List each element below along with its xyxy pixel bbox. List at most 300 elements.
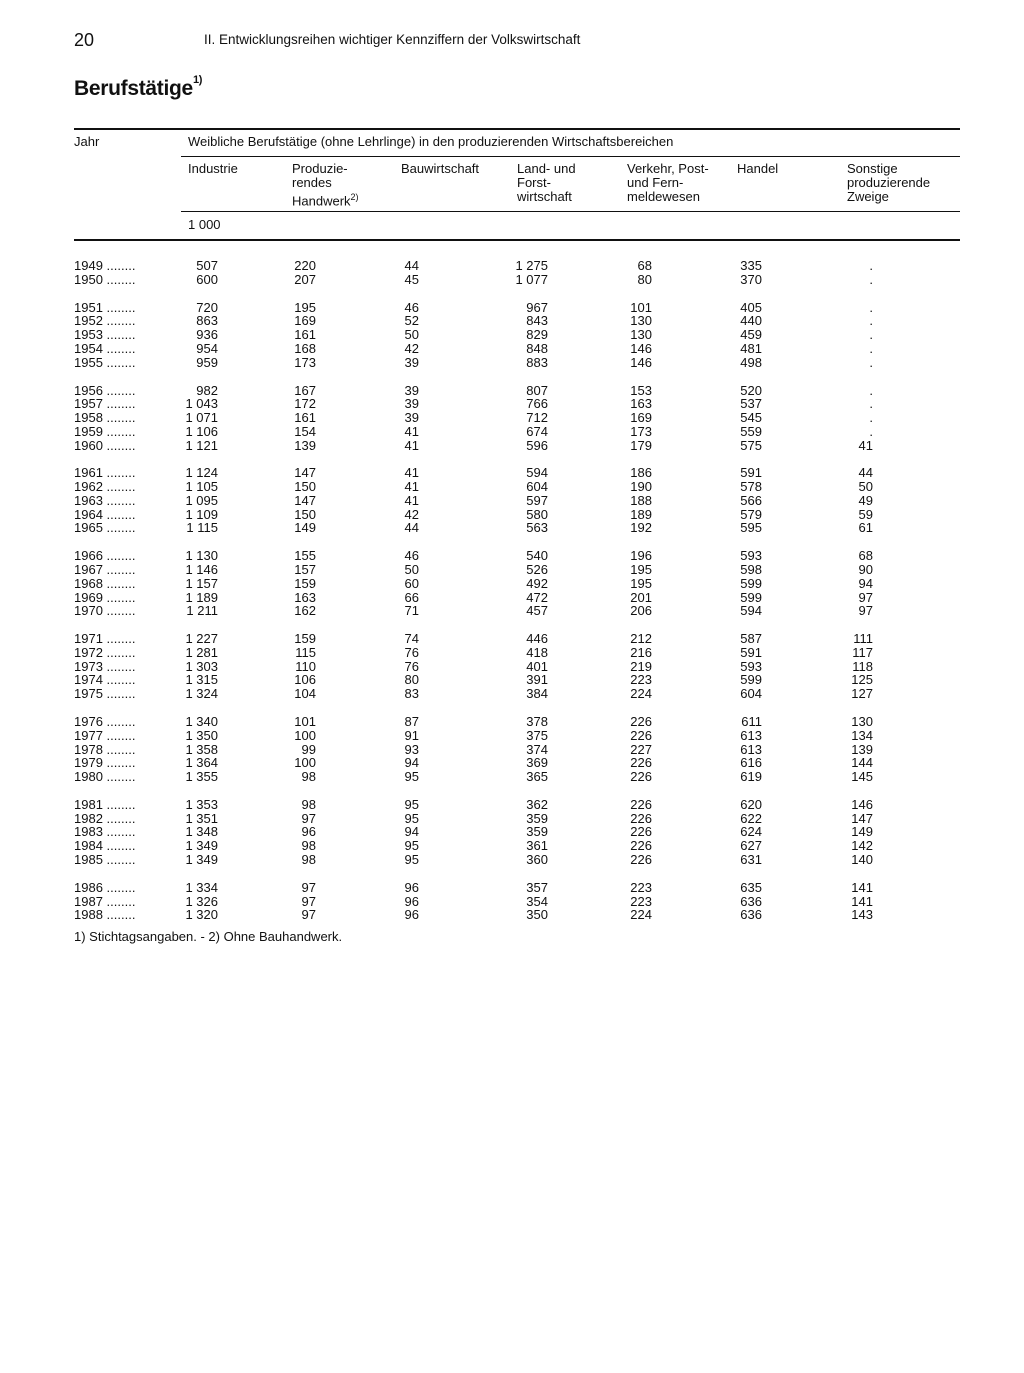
- table-cell: 192: [630, 520, 652, 536]
- table-cell: 143: [851, 907, 873, 923]
- year-label: 1975 ........: [74, 686, 136, 702]
- table-cell: 159: [294, 631, 316, 647]
- table-cell: 1 130: [185, 548, 218, 564]
- table-cell: 50: [404, 562, 419, 577]
- year-label: 1968 ........: [74, 575, 136, 591]
- year-label: 1970 ........: [74, 603, 136, 619]
- table-cell: 226: [630, 796, 652, 812]
- column-header: Verkehr, Post- und Fern- meldewesen: [627, 161, 709, 204]
- year-label: 1982 ........: [74, 810, 136, 826]
- table-cell: 1 349: [185, 838, 218, 854]
- table-cell: 375: [526, 727, 548, 743]
- table-cell: 401: [526, 658, 548, 674]
- table-cell: 130: [630, 313, 652, 329]
- table-cell: 369: [526, 755, 548, 771]
- year-label: 1973 ........: [74, 658, 136, 674]
- table-cell: 100: [294, 755, 316, 771]
- unit-label: 1 000: [188, 217, 221, 232]
- table-cell: 1 124: [185, 465, 218, 481]
- table-cell: 115: [295, 644, 316, 660]
- table-cell: 624: [740, 824, 762, 840]
- table-cell: 1 227: [185, 631, 218, 647]
- table-cell: 71: [404, 603, 419, 619]
- table-cell: 206: [630, 603, 652, 619]
- table-cell: 631: [740, 851, 762, 867]
- table-cell: 167: [294, 382, 316, 398]
- year-label: 1972 ........: [74, 644, 136, 660]
- table-cell: 1 146: [185, 562, 218, 577]
- table-cell: 1 071: [185, 410, 218, 425]
- year-label: 1987 ........: [74, 893, 136, 909]
- table-cell: 97: [301, 810, 316, 826]
- table-cell: 83: [404, 686, 419, 702]
- table-cell: 154: [294, 423, 316, 439]
- table-cell: 41: [404, 423, 419, 439]
- table-cell: 599: [740, 575, 762, 591]
- table-cell: 216: [630, 644, 652, 660]
- column-header: Bauwirtschaft: [401, 161, 480, 176]
- year-label: 1959 ........: [74, 423, 136, 439]
- column-header: Land- und Forst- wirtschaft: [517, 161, 576, 204]
- table-cell: .: [869, 423, 873, 439]
- table-cell: 96: [404, 879, 419, 895]
- table-cell: 378: [526, 714, 548, 730]
- table-cell: 99: [301, 741, 316, 757]
- table-cell: 954: [196, 340, 218, 356]
- table-cell: 97: [301, 879, 316, 895]
- table-cell: .: [869, 382, 873, 398]
- table-cell: 147: [294, 492, 316, 508]
- table-cell: 357: [526, 879, 548, 895]
- table-cell: 100: [294, 727, 316, 743]
- table-cell: 374: [526, 741, 548, 757]
- table-cell: 130: [851, 714, 873, 730]
- table-cell: 481: [740, 340, 762, 356]
- table-cell: 76: [404, 658, 419, 674]
- table-cell: 1 077: [515, 271, 548, 287]
- table-cell: 604: [740, 686, 762, 702]
- table-cell: 45: [404, 271, 419, 287]
- table-cell: 61: [858, 520, 873, 536]
- table-cell: 141: [851, 879, 873, 895]
- table-cell: 39: [404, 410, 419, 425]
- table-cell: 959: [196, 354, 218, 370]
- table-cell: 146: [630, 340, 652, 356]
- table-cell: 537: [740, 396, 762, 412]
- year-label: 1957 ........: [74, 396, 136, 412]
- table-cell: 360: [526, 851, 548, 867]
- table-cell: 74: [404, 631, 419, 647]
- table-cell: 1 189: [185, 589, 218, 605]
- table-cell: 766: [526, 396, 548, 412]
- table-cell: 145: [851, 768, 873, 784]
- year-label: 1977 ........: [74, 727, 136, 743]
- table-cell: 50: [858, 479, 873, 495]
- table-cell: 599: [740, 672, 762, 688]
- table-cell: 49: [858, 492, 873, 508]
- table-cell: 144: [851, 755, 873, 771]
- table-cell: 600: [196, 271, 218, 287]
- table-cell: .: [869, 271, 873, 287]
- table-cell: .: [869, 327, 873, 343]
- year-label: 1981 ........: [74, 796, 136, 812]
- table-cell: 1 326: [185, 893, 218, 909]
- table-cell: 219: [630, 658, 652, 674]
- title-footnote-marker: 1): [192, 74, 203, 86]
- table-cell: 59: [858, 506, 873, 522]
- table-cell: 591: [740, 644, 762, 660]
- table-cell: 223: [630, 672, 652, 688]
- table-cell: 95: [404, 810, 419, 826]
- year-label: 1985 ........: [74, 851, 136, 867]
- table-cell: 635: [740, 879, 762, 895]
- table-cell: 1 121: [185, 437, 218, 453]
- table-cell: .: [869, 354, 873, 370]
- table-cell: 195: [294, 299, 316, 315]
- year-label: 1949 ........: [74, 258, 136, 273]
- table-cell: 91: [404, 727, 419, 743]
- table-cell: 68: [858, 548, 873, 564]
- year-label: 1983 ........: [74, 824, 136, 840]
- table-cell: 52: [404, 313, 419, 329]
- year-label: 1962 ........: [74, 479, 136, 495]
- table-cell: 1 349: [185, 851, 218, 867]
- table-cell: 130: [630, 327, 652, 343]
- table-top-rule: [74, 128, 960, 130]
- table-cell: 155: [294, 548, 316, 564]
- table-cell: 98: [301, 838, 316, 854]
- table-cell: 223: [630, 879, 652, 895]
- table-cell: 843: [526, 313, 548, 329]
- table-cell: 226: [630, 714, 652, 730]
- year-label: 1974 ........: [74, 672, 136, 688]
- table-cell: 44: [858, 465, 873, 481]
- year-label: 1967 ........: [74, 562, 136, 577]
- table-cell: 1 109: [185, 506, 218, 522]
- table-cell: 101: [630, 299, 652, 315]
- table-cell: 41: [858, 437, 873, 453]
- table-cell: 1 355: [185, 768, 218, 784]
- table-cell: 498: [740, 354, 762, 370]
- table-cell: 472: [526, 589, 548, 605]
- table-cell: 540: [526, 548, 548, 564]
- group-header-rule: [181, 156, 960, 157]
- table-cell: 365: [526, 768, 548, 784]
- year-label: 1951 ........: [74, 299, 136, 315]
- year-label: 1954 ........: [74, 340, 136, 356]
- table-cell: 1 303: [185, 658, 218, 674]
- table-cell: 559: [740, 423, 762, 439]
- table-cell: 44: [404, 258, 419, 273]
- table-cell: .: [869, 313, 873, 329]
- table-cell: 96: [404, 893, 419, 909]
- table-cell: 50: [404, 327, 419, 343]
- table-cell: 1 353: [185, 796, 218, 812]
- table-cell: 359: [526, 810, 548, 826]
- table-cell: 41: [404, 437, 419, 453]
- table-cell: 579: [740, 506, 762, 522]
- table-cell: 1 115: [186, 520, 218, 536]
- table-cell: 66: [404, 589, 419, 605]
- table-cell: 446: [526, 631, 548, 647]
- table-cell: 1 211: [186, 603, 218, 619]
- table-cell: 98: [301, 851, 316, 867]
- table-cell: 140: [851, 851, 873, 867]
- table-cell: 492: [526, 575, 548, 591]
- page-title: [74, 74, 203, 101]
- table-cell: 967: [526, 299, 548, 315]
- table-cell: 636: [740, 893, 762, 909]
- table-cell: 1 348: [185, 824, 218, 840]
- table-cell: 335: [740, 258, 762, 273]
- table-cell: 598: [740, 562, 762, 577]
- table-cell: 90: [858, 562, 873, 577]
- table-cell: 179: [630, 437, 652, 453]
- table-cell: 106: [294, 672, 316, 688]
- table-cell: 405: [740, 299, 762, 315]
- table-cell: 172: [294, 396, 316, 412]
- table-cell: 146: [851, 796, 873, 812]
- table-cell: 188: [630, 492, 652, 508]
- table-cell: 720: [196, 299, 218, 315]
- table-cell: .: [869, 410, 873, 425]
- table-cell: 1 364: [185, 755, 218, 771]
- table-cell: 76: [404, 644, 419, 660]
- table-cell: 575: [740, 437, 762, 453]
- table-cell: .: [869, 396, 873, 412]
- table-cell: 587: [740, 631, 762, 647]
- table-cell: 153: [630, 382, 652, 398]
- table-cell: 611: [741, 714, 762, 730]
- table-cell: 168: [294, 340, 316, 356]
- table-cell: 384: [526, 686, 548, 702]
- table-cell: 354: [526, 893, 548, 909]
- table-cell: 362: [526, 796, 548, 812]
- table-cell: 169: [630, 410, 652, 425]
- table-cell: 161: [294, 410, 316, 425]
- year-label: 1955 ........: [74, 354, 136, 370]
- column-header: Handel: [737, 161, 779, 176]
- table-cell: 359: [526, 824, 548, 840]
- year-label: 1979 ........: [74, 755, 136, 771]
- table-cell: 163: [294, 589, 316, 605]
- table-cell: 520: [740, 382, 762, 398]
- table-cell: 674: [526, 423, 548, 439]
- year-label: 1966 ........: [74, 548, 136, 564]
- table-cell: 224: [630, 686, 652, 702]
- table-cell: 595: [740, 520, 762, 536]
- table-cell: 226: [630, 727, 652, 743]
- table-cell: 94: [858, 575, 873, 591]
- table-cell: 596: [526, 437, 548, 453]
- table-cell: 96: [301, 824, 316, 840]
- table-cell: 1 315: [185, 672, 218, 688]
- table-cell: 593: [740, 658, 762, 674]
- column-header: Sonstige produzierende Zweige: [847, 161, 931, 204]
- table-cell: 190: [630, 479, 652, 495]
- table-cell: 1 106: [185, 423, 218, 439]
- table-cell: 44: [404, 520, 419, 536]
- table-cell: 134: [851, 727, 873, 743]
- table-cell: 936: [196, 327, 218, 343]
- table-cell: 1 358: [185, 741, 218, 757]
- table-cell: 39: [404, 354, 419, 370]
- table-cell: 594: [526, 465, 548, 481]
- table-cell: 157: [294, 562, 316, 577]
- table-cell: 226: [630, 824, 652, 840]
- year-label: 1980 ........: [74, 768, 136, 784]
- table-cell: 982: [196, 382, 218, 398]
- table-cell: 111: [853, 631, 873, 647]
- table-cell: 97: [858, 589, 873, 605]
- table-cell: 95: [404, 838, 419, 854]
- table-cell: 619: [740, 768, 762, 784]
- table-cell: 189: [630, 506, 652, 522]
- table-cell: 1 157: [185, 575, 218, 591]
- table-cell: 104: [294, 686, 316, 702]
- table-cell: 195: [630, 575, 652, 591]
- table-cell: 361: [526, 838, 548, 854]
- table-cell: 96: [404, 907, 419, 923]
- table-cell: 150: [294, 479, 316, 495]
- table-cell: 87: [404, 714, 419, 730]
- year-label: 1961 ........: [74, 465, 136, 481]
- year-label: 1950 ........: [74, 271, 136, 287]
- table-cell: 46: [404, 299, 419, 315]
- table-cell: 807: [526, 382, 548, 398]
- table-cell: 620: [740, 796, 762, 812]
- table-cell: 46: [404, 548, 419, 564]
- table-cell: 169: [294, 313, 316, 329]
- table-cell: 440: [740, 313, 762, 329]
- header-bottom-rule: [74, 239, 960, 241]
- table-cell: 195: [630, 562, 652, 577]
- year-label: 1963 ........: [74, 492, 136, 508]
- table-cell: 41: [404, 465, 419, 481]
- table-cell: 391: [526, 672, 548, 688]
- table-cell: 80: [637, 271, 652, 287]
- table-cell: 507: [196, 258, 218, 273]
- table-cell: 566: [740, 492, 762, 508]
- table-cell: 60: [404, 575, 419, 591]
- table-cell: 226: [630, 810, 652, 826]
- table-cell: 545: [740, 410, 762, 425]
- table-cell: 1 324: [185, 686, 218, 702]
- table-cell: 149: [851, 824, 873, 840]
- table-cell: 150: [294, 506, 316, 522]
- table-cell: 173: [630, 423, 652, 439]
- table-cell: 223: [630, 893, 652, 909]
- table-cell: 616: [740, 755, 762, 771]
- table-cell: 1 350: [185, 727, 218, 743]
- table-cell: 39: [404, 382, 419, 398]
- table-cell: 627: [740, 838, 762, 854]
- table-cell: 829: [526, 327, 548, 343]
- table-cell: 227: [630, 741, 652, 757]
- table-cell: 94: [404, 824, 419, 840]
- table-cell: 613: [740, 727, 762, 743]
- table-cell: 636: [740, 907, 762, 923]
- table-cell: 41: [404, 479, 419, 495]
- table-cell: 613: [740, 741, 762, 757]
- table-cell: 98: [301, 796, 316, 812]
- table-cell: 97: [301, 893, 316, 909]
- year-label: 1978 ........: [74, 741, 136, 757]
- table-cell: 42: [404, 506, 419, 522]
- table-cell: 863: [196, 313, 218, 329]
- table-cell: 712: [526, 410, 548, 425]
- table-cell: 350: [526, 907, 548, 923]
- table-cell: 97: [858, 603, 873, 619]
- table-cell: 1 340: [185, 714, 218, 730]
- group-header: Weibliche Berufstätige (ohne Lehrlinge) in den produzierenden Wirtschaftsbereichen: [188, 134, 674, 149]
- table-cell: 101: [294, 714, 316, 730]
- table-cell: 580: [526, 506, 548, 522]
- year-column-header: Jahr: [74, 134, 100, 149]
- table-cell: 139: [294, 437, 316, 453]
- table-cell: 93: [404, 741, 419, 757]
- table-cell: 95: [404, 768, 419, 784]
- table-cell: 594: [740, 603, 762, 619]
- table-cell: 459: [740, 327, 762, 343]
- title-text: Berufstätige: [74, 77, 193, 100]
- table-cell: 147: [851, 810, 873, 826]
- column-header-footnote-marker: 2): [350, 192, 359, 202]
- column-header-rule: [181, 211, 960, 212]
- year-label: 1958 ........: [74, 410, 136, 425]
- running-head: II. Entwicklungsreihen wichtiger Kennziffern der Volkswirtschaft: [204, 32, 581, 47]
- table-cell: 1 281: [185, 644, 218, 660]
- table-cell: 1 043: [185, 396, 218, 412]
- table-cell: 186: [630, 465, 652, 481]
- table-cell: 41: [404, 492, 419, 508]
- table-cell: 224: [630, 907, 652, 923]
- table-cell: 162: [294, 603, 316, 619]
- table-cell: 39: [404, 396, 419, 412]
- table-cell: 207: [294, 271, 316, 287]
- table-cell: 226: [630, 851, 652, 867]
- year-label: 1976 ........: [74, 714, 136, 730]
- table-cell: 226: [630, 838, 652, 854]
- year-label: 1965 ........: [74, 520, 136, 536]
- table-cell: 146: [630, 354, 652, 370]
- table-cell: 591: [740, 465, 762, 481]
- table-cell: 418: [526, 644, 548, 660]
- table-cell: 1 351: [185, 810, 218, 826]
- year-label: 1960 ........: [74, 437, 136, 453]
- table-cell: 159: [294, 575, 316, 591]
- table-cell: 161: [294, 327, 316, 343]
- table-cell: 117: [852, 644, 873, 660]
- table-cell: 149: [294, 520, 316, 536]
- table-cell: 593: [740, 548, 762, 564]
- year-label: 1988 ........: [74, 907, 136, 923]
- table-cell: .: [869, 299, 873, 315]
- footnote: 1) Stichtagsangaben. - 2) Ohne Bauhandwerk.: [74, 929, 343, 944]
- year-label: 1956 ........: [74, 382, 136, 398]
- table-cell: 212: [630, 631, 652, 647]
- year-label: 1971 ........: [74, 631, 136, 647]
- table-cell: 1 320: [185, 907, 218, 923]
- table-cell: 604: [526, 479, 548, 495]
- table-cell: 196: [630, 548, 652, 564]
- table-cell: 95: [404, 796, 419, 812]
- table-cell: 141: [851, 893, 873, 909]
- table-cell: .: [869, 340, 873, 356]
- table-cell: 97: [301, 907, 316, 923]
- table-cell: 370: [740, 271, 762, 287]
- table-cell: 147: [294, 465, 316, 481]
